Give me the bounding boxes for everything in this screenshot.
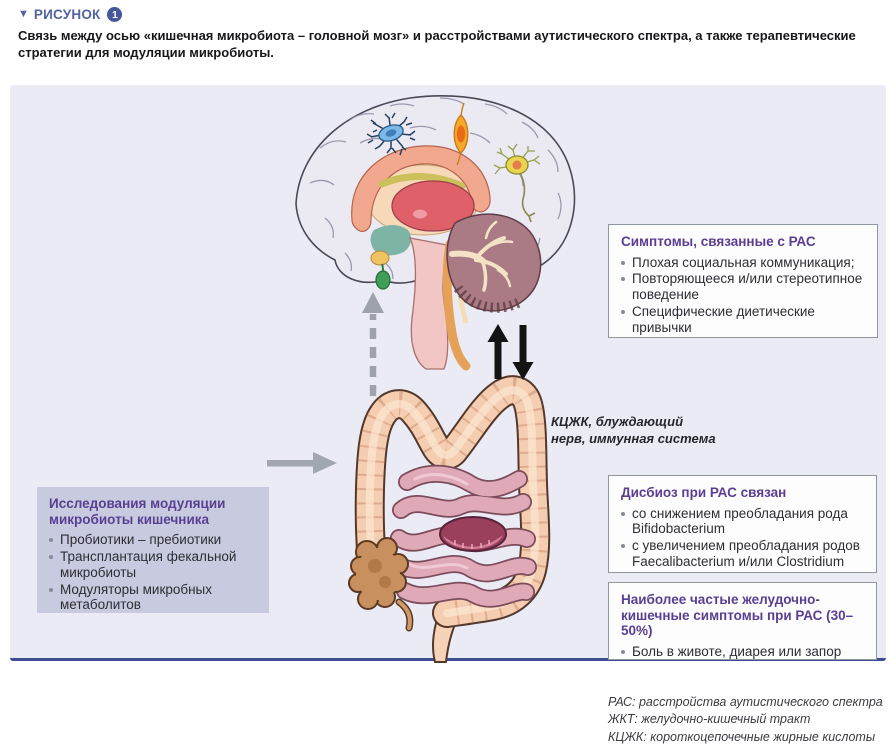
cerebellum <box>447 214 541 311</box>
list-item <box>621 506 864 538</box>
abbreviation-footnotes <box>608 694 893 746</box>
bullet-icon <box>621 650 625 654</box>
list-item-text: Модуляторы микробных метаболитов <box>60 581 213 613</box>
list-item-text: Повторяющееся и/или стереотипное поведение <box>632 271 863 303</box>
bullet-icon <box>621 512 625 516</box>
thalamus-highlight <box>413 210 427 219</box>
list-item <box>49 532 257 548</box>
diagram-panel <box>10 85 886 744</box>
list-item <box>621 538 864 570</box>
list-item <box>49 549 257 581</box>
hypothalamus <box>371 251 389 265</box>
bullet-icon <box>621 544 625 548</box>
cecum <box>349 538 410 628</box>
figure-caption: Связь между осью «кишечная микробиота – головной мозг» и расстройствами аутистического спектра, а также терапевтические стратегии для модуляции микробиоты. <box>18 28 856 61</box>
bullet-icon <box>621 261 625 265</box>
asd-symptoms-box <box>608 224 878 338</box>
list-item-text: со снижением преобладания рода Bifidobacterium <box>632 505 848 537</box>
figure-label: РИСУНОК <box>33 7 101 22</box>
gut-to-brain-dashed-arrow <box>359 292 387 400</box>
box-title: Дисбиоз при РАС связан <box>621 485 787 500</box>
dysbiosis-box <box>608 475 877 573</box>
bullet-icon <box>49 588 53 592</box>
modulation-arrow <box>267 450 339 476</box>
list-item-text: Боль в животе, диарея или запор <box>632 643 842 659</box>
list-item-text: Трансплантация фекальной микробиоты <box>60 549 237 580</box>
gi-symptoms-box <box>608 582 877 660</box>
list-item <box>621 644 864 660</box>
bidirectional-arrows <box>484 323 540 381</box>
intestinal-opening <box>440 517 506 551</box>
box-title: Симптомы, связанные с РАС <box>621 234 816 249</box>
list-item <box>621 304 865 336</box>
list-item <box>621 271 865 303</box>
down-arrow-icon <box>513 325 534 380</box>
figure-header <box>18 7 122 22</box>
modulation-research-box <box>37 487 269 613</box>
list-item <box>621 255 865 271</box>
up-arrow-icon <box>488 324 509 379</box>
figure-number-badge: 1 <box>107 7 122 22</box>
list-item <box>49 582 257 614</box>
triangle-marker-icon: ▼ <box>18 8 29 20</box>
box-title: Наиболее частые желудочно-кишечные симптомы при РАС (30–50%) <box>621 592 854 639</box>
list-item-text: Специфические диетические привычки <box>632 304 815 335</box>
list-item-text: Пробиотики – пребиотики <box>60 532 222 548</box>
footnote-line: РАС: расстройства аутистического спектра <box>608 695 883 709</box>
pituitary-gland <box>376 271 390 289</box>
box-title: Исследования модуляции микробиоты кишечника <box>49 496 226 527</box>
bullet-icon <box>621 277 625 281</box>
bullet-icon <box>49 538 53 542</box>
bullet-icon <box>621 310 625 314</box>
axis-pathway-label: КЦЖК, блуждающий нерв, иммунная система <box>551 414 716 446</box>
list-item-text: с увеличением преобладания родов Faecalibacterium и/или Clostridium <box>632 538 860 569</box>
bullet-icon <box>49 555 53 559</box>
list-item-text: Плохая социальная коммуникация; <box>632 254 855 270</box>
footnote-line: ЖКТ: желудочно-кишечный тракт <box>608 712 811 727</box>
footnote-line: КЦЖК: короткоцепочечные жирные кислоты <box>608 729 876 744</box>
